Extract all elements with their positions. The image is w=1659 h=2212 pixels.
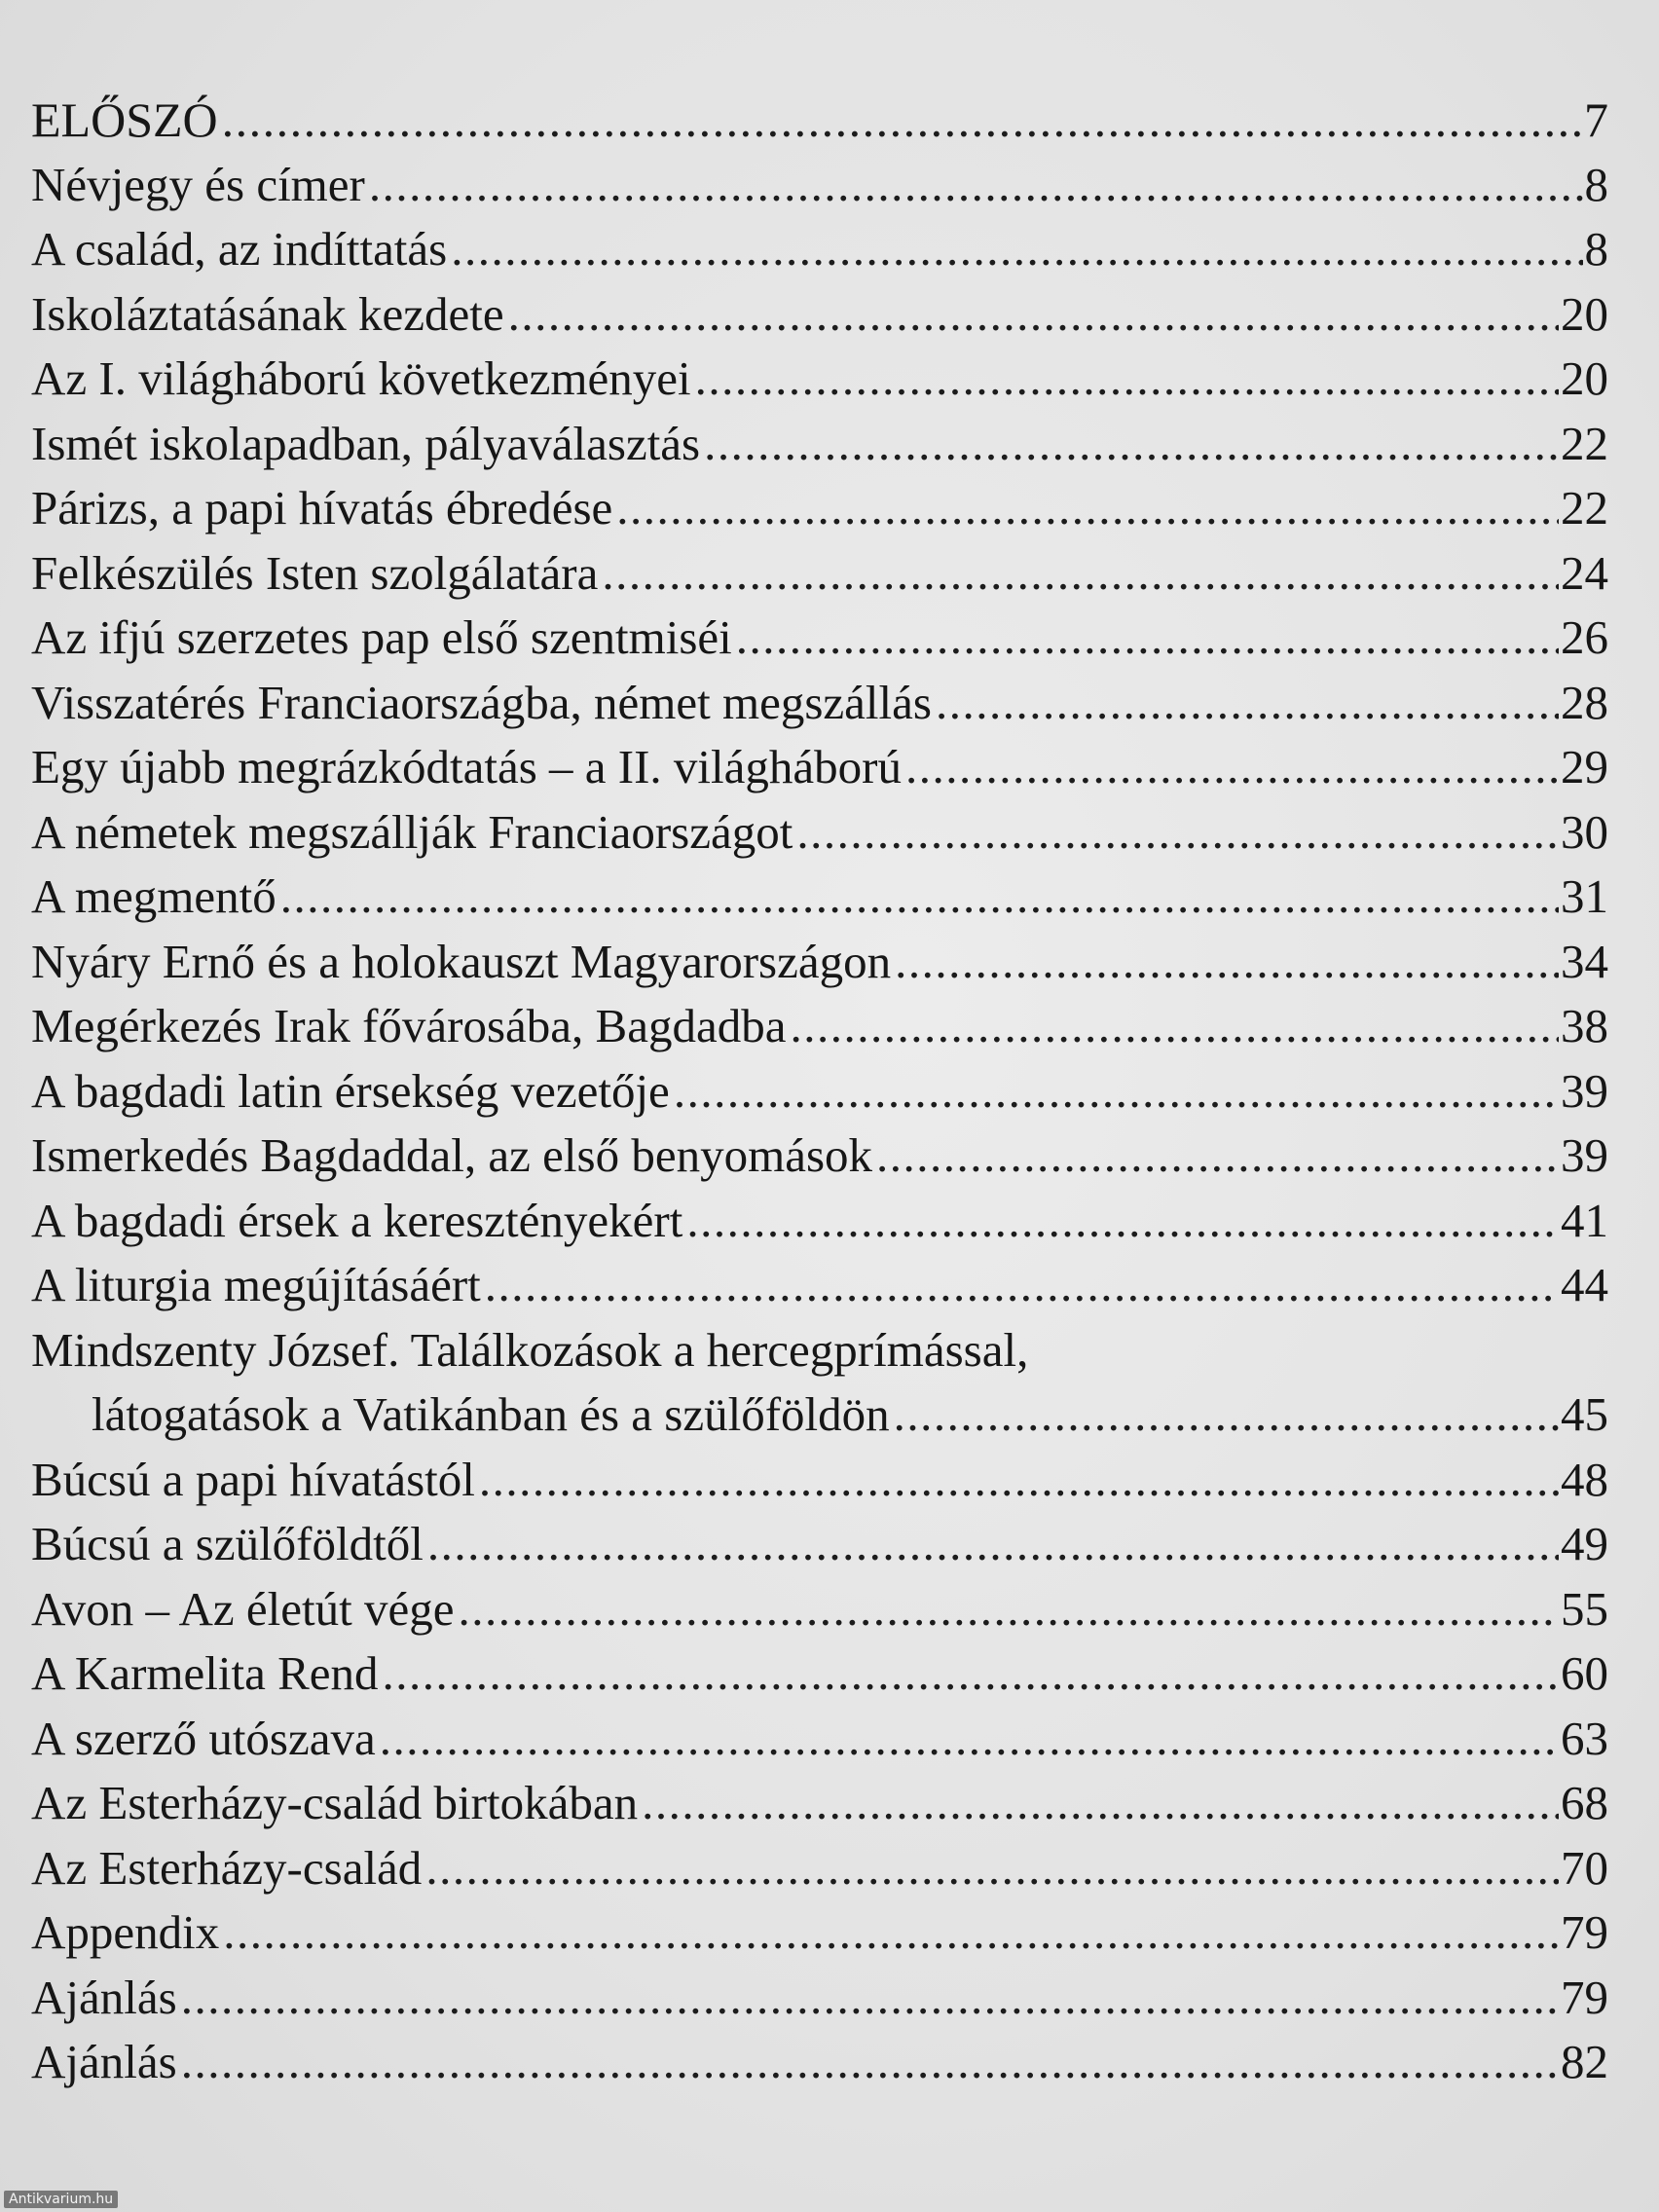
toc-entry-title: Avon – Az életút vége [31,1581,455,1636]
toc-entry [31,1707,1608,1772]
dot-leader [481,1253,1559,1318]
dot-leader [598,541,1559,607]
toc-entry [31,930,1608,995]
toc-entry-title: Iskoláztatásának kezdete [31,286,504,341]
toc-entry-title: Appendix [31,1905,220,1959]
toc-entry-page: 24 [1561,545,1608,600]
toc-entry [31,865,1608,930]
toc-entry-page: 31 [1561,869,1608,923]
toc-entry-title: Az Esterházy-család birtokában [31,1776,639,1829]
toc-entry-title: Ismerkedés Bagdaddal, az első benyomások [31,1128,873,1182]
toc-entry-title: Felkészülés Isten szolgálatára [31,545,599,600]
toc-entry [31,282,1608,348]
toc-entry-title: Névjegy és címer [31,157,365,211]
toc-entry-page: 29 [1561,740,1608,793]
toc-entry-page: 45 [1561,1387,1608,1441]
toc-entry-page: 39 [1561,1128,1608,1182]
toc-entry [31,412,1608,477]
dot-leader [447,217,1582,282]
toc-entry [31,1189,1608,1254]
toc-entry-page: 39 [1561,1063,1608,1118]
toc-entry-title: A németek megszállják Franciaországot [31,804,793,859]
dot-leader [638,1771,1559,1836]
toc-entry-title: Visszatérés Franciaországba, német megszállás [31,675,932,729]
toc-entry [31,1771,1608,1836]
toc-entry-title: A bagdadi érsek a keresztényekért [31,1193,683,1247]
toc-entry-title: Egy újabb megrázkódtatás – a II. világháború [31,740,902,793]
dot-leader [219,1900,1559,1966]
toc-entry [31,1966,1608,2031]
toc-entry-multiline-continuation [31,1382,1608,1448]
toc-entry [31,476,1608,541]
dot-leader [504,282,1559,348]
toc-entry [31,1448,1608,1513]
toc-entry-page: 38 [1561,999,1608,1052]
toc-entry-page: 30 [1561,804,1608,859]
toc-entry-page: 63 [1561,1711,1608,1765]
toc-entry [31,800,1608,866]
toc-entry-title: Az ifjú szerzetes pap első szentmiséi [31,610,732,664]
dot-leader [422,1836,1559,1901]
toc-entry [31,1512,1608,1577]
dot-leader [932,671,1559,736]
toc-entry-title: A liturgia megújításáért [31,1258,481,1311]
toc-entry [31,671,1608,736]
toc-entry [31,2030,1608,2095]
toc-entry-multiline-first [31,1318,1608,1383]
toc-entry-page: 34 [1561,934,1608,988]
dot-leader [793,800,1559,866]
toc-entry-title-continuation: látogatások a Vatikánban és a szülőföldön [92,1387,890,1441]
toc-entry [31,606,1608,671]
dot-leader [891,930,1559,995]
toc-entry-title: Az I. világháború következményei [31,351,691,405]
dot-leader [177,1966,1559,2031]
dot-leader [276,865,1559,930]
dot-leader [700,412,1559,477]
toc-entry [31,217,1608,282]
toc-entry-title: Megérkezés Irak fővárosába, Bagdadba [31,999,787,1052]
watermark: Antikvarium.hu [4,2191,118,2208]
toc-entry-title: A Karmelita Rend [31,1646,379,1700]
toc-entry-page: 70 [1561,1840,1608,1895]
toc-entry [31,1836,1608,1901]
toc-entry [31,1641,1608,1707]
toc-entry [31,1577,1608,1642]
toc-entry-title: Párizs, a papi hívatás ébredése [31,481,613,535]
toc-entry-page: 79 [1561,1970,1608,2024]
toc-entry-page: 22 [1561,416,1608,470]
toc-entry [31,1900,1608,1966]
dot-leader [872,1124,1559,1189]
toc-entry-page: 82 [1561,2035,1608,2088]
toc-entry [31,541,1608,607]
dot-leader [732,606,1559,671]
toc-entry [31,1253,1608,1318]
toc-entry-page: 79 [1561,1905,1608,1959]
toc-entry-title: Ajánlás [31,1970,177,2024]
toc-entry-page: 44 [1561,1258,1608,1311]
dot-leader [691,347,1559,412]
toc-entry-title: A szerző utószava [31,1711,376,1765]
dot-leader [612,476,1559,541]
toc-entry-title: Búcsú a szülőföldtől [31,1517,424,1570]
toc-entry-page: 55 [1561,1581,1608,1636]
dot-leader [365,153,1583,218]
toc-entry-page: 20 [1561,351,1608,405]
toc-entry [31,153,1608,218]
toc-entry [31,1124,1608,1189]
toc-entry-title: Búcsú a papi hívatástól [31,1452,475,1506]
dot-leader [177,2030,1559,2095]
toc-entry-title: Nyáry Ernő és a holokauszt Magyarországon [31,934,892,988]
toc-entry-title: Az Esterházy-család [31,1840,423,1895]
toc-entry [31,735,1608,800]
toc-entry-page: 7 [1584,92,1608,147]
toc-entry-eloszo [31,88,1608,153]
dot-leader [670,1059,1559,1124]
dot-leader [902,735,1559,800]
dot-leader [379,1641,1559,1707]
toc-entry-page: 8 [1584,157,1608,211]
toc-entry-page: 41 [1561,1193,1608,1247]
dot-leader [376,1707,1559,1772]
dot-leader [424,1512,1559,1577]
toc-entry-title: Mindszenty József. Találkozások a hercegprímással, [31,1322,1029,1377]
toc-entry-title: Ismét iskolapadban, pályaválasztás [31,416,701,470]
toc-entry-page: 49 [1561,1517,1608,1570]
dot-leader [455,1577,1559,1642]
table-of-contents [31,88,1608,2095]
toc-entry-page: 22 [1561,481,1608,535]
toc-entry-page: 28 [1561,675,1608,729]
toc-entry-page: 8 [1584,222,1608,276]
toc-entry-page: 26 [1561,610,1608,664]
toc-entry-page: 68 [1561,1776,1608,1829]
toc-entry [31,347,1608,412]
toc-entry [31,994,1608,1059]
toc-entry-title: A család, az indíttatás [31,222,448,276]
toc-entry-title: A megmentő [31,869,276,923]
dot-leader [890,1382,1559,1448]
toc-entry-title: ELŐSZÓ [31,92,218,147]
dot-leader [682,1189,1559,1254]
toc-entry-page: 60 [1561,1646,1608,1700]
toc-entry-title: Ajánlás [31,2035,177,2088]
toc-entry-page: 20 [1561,286,1608,341]
dot-leader [218,88,1582,153]
dot-leader [475,1448,1559,1513]
dot-leader [786,994,1559,1059]
toc-entry-page: 48 [1561,1452,1608,1506]
toc-entry-title: A bagdadi latin érsekség vezetője [31,1063,670,1118]
toc-entry [31,1059,1608,1124]
